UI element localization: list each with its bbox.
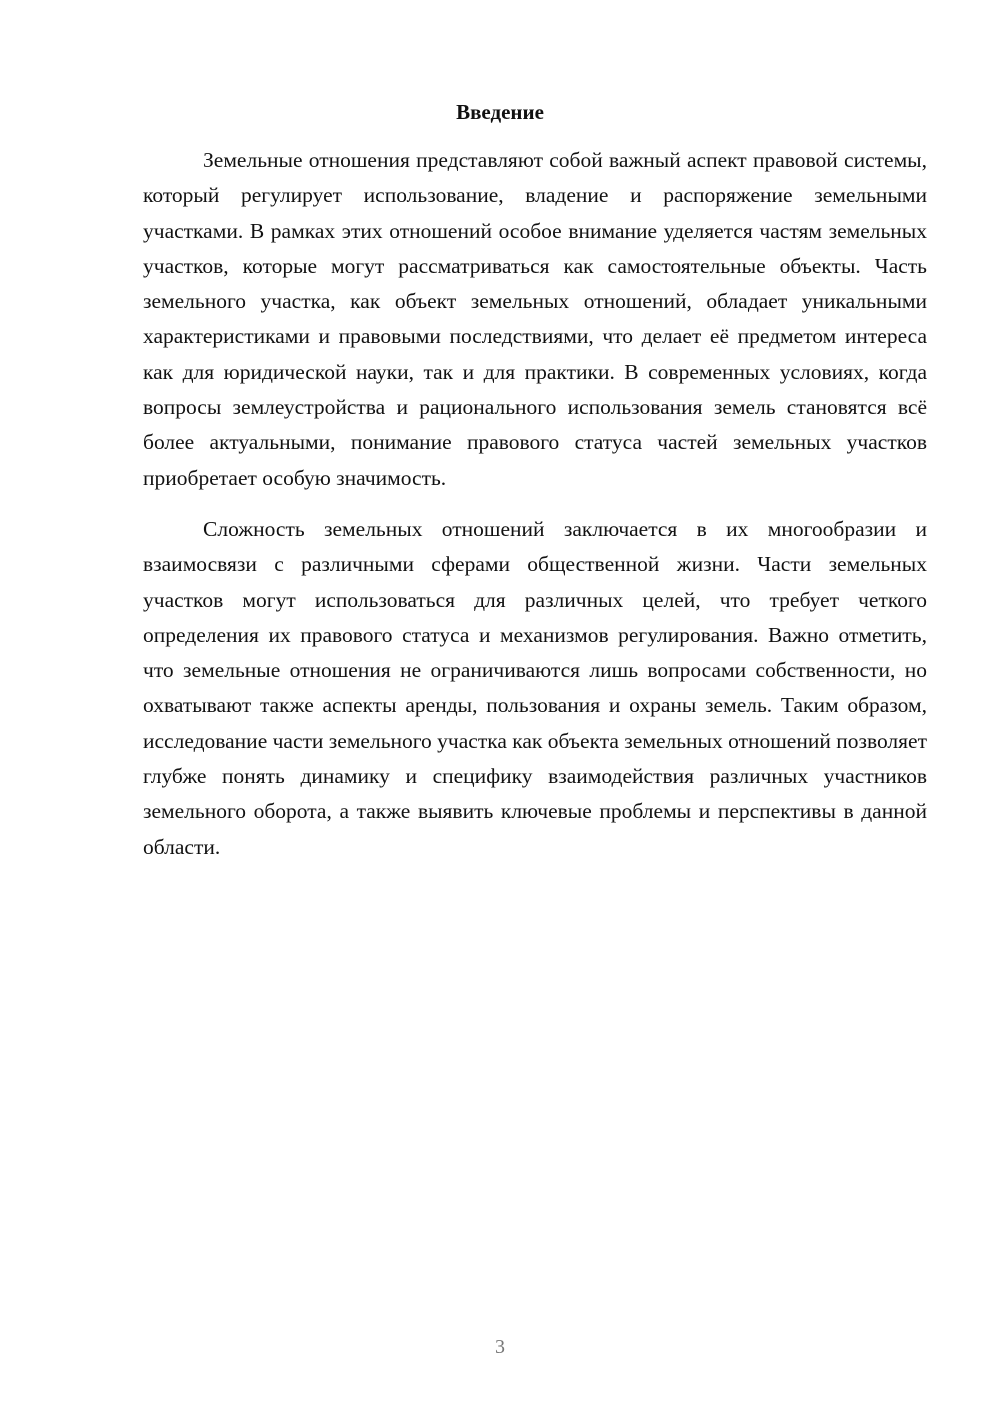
body-text	[143, 143, 927, 865]
page-number: 3	[495, 1336, 505, 1358]
paragraph-1: Земельные отношения представляют собой важный аспект правовой системы, который регулирует использование, владение и распоряжение земельными участками. В рамках этих отношений особое внимание уделяется частям земельных участков, которые могут рассматриваться как самостоятельные объекты. Часть земельного участка, как объект земельных отношений, обладает уникальными характеристиками и правовыми последствиями, что делает её предметом интереса как для юридической науки, так и для практики. В современных условиях, когда вопросы землеустройства и рационального использования земель становятся всё более актуальными, понимание правового статуса частей земельных участков приобретает особую значимость.	[143, 148, 927, 490]
paragraph-2: Сложность земельных отношений заключается в их многообразии и взаимосвязи с различными сферами общественной жизни. Части земельных участков могут использоваться для различных целей, что требует четкого определения их правового статуса и механизмов регулирования. Важно отметить, что земельные отношения не ограничиваются лишь вопросами собственности, но охватывают также аспекты аренды, пользования и охраны земель. Таким образом, исследование части земельного участка как объекта земельных отношений позволяет глубже понять динамику и специфику взаимодействия различных участников земельного оборота, а также выявить ключевые проблемы и перспективы в данной области.	[143, 516, 927, 859]
section-title: Введение	[456, 100, 544, 124]
